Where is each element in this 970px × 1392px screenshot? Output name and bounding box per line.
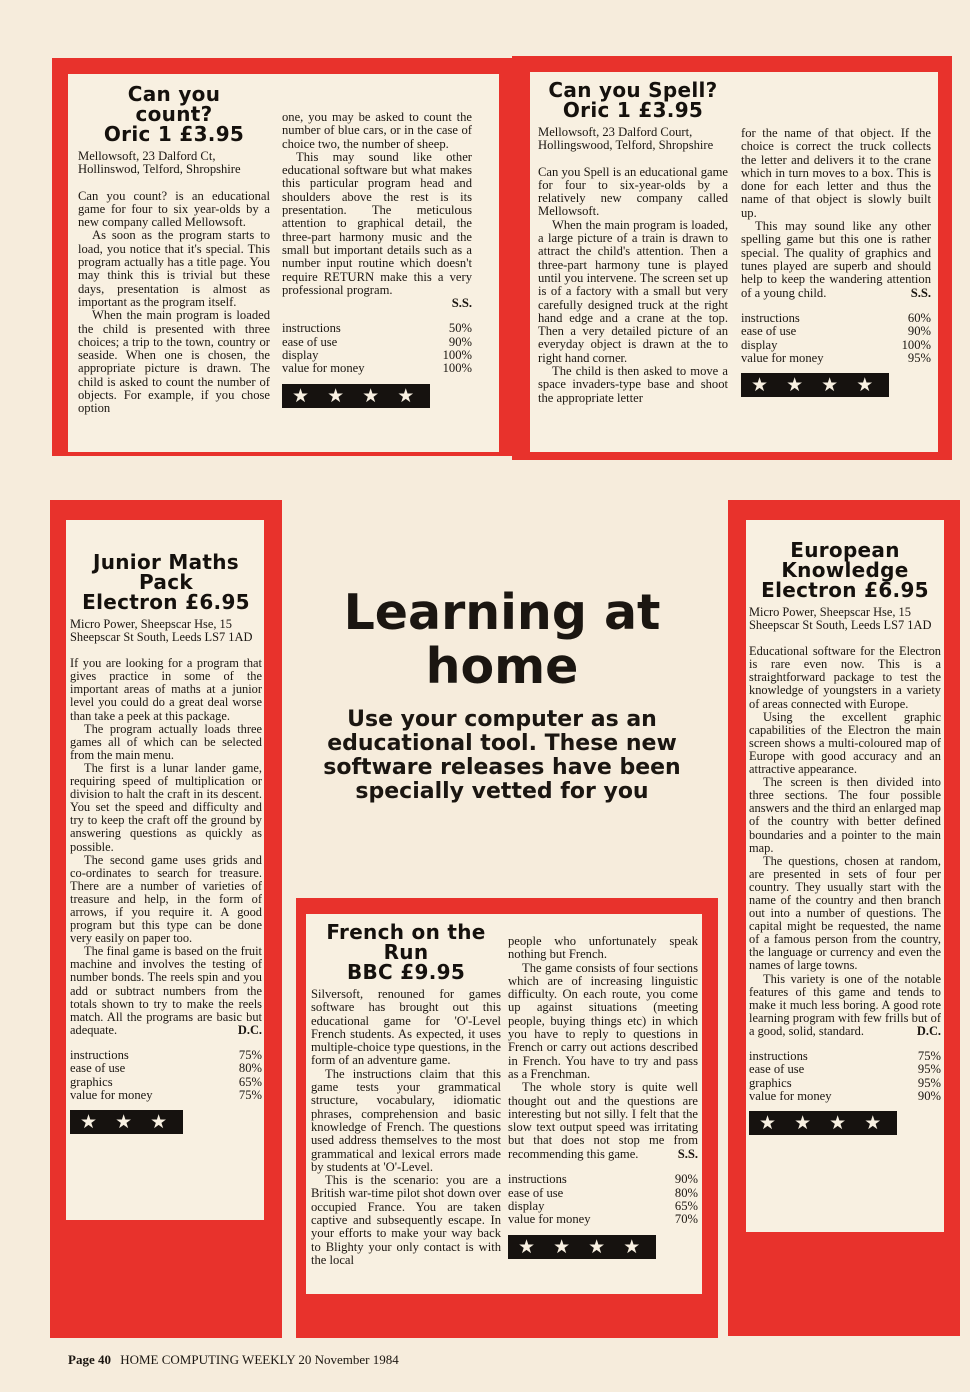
rating-label: ease of use: [749, 1062, 805, 1077]
maths-signature: D.C.: [237, 1022, 262, 1037]
spell-paragraph-1: Can you Spell is an educational game for four to six-year-olds by a relatively new company called Mellowsoft.: [538, 164, 728, 219]
ratings-row: [508, 1213, 698, 1226]
rating-label: ease of use: [70, 1061, 126, 1076]
feature-standfirst: Use your computer as an educational tool. These new software releases have been specially vetted for you: [323, 707, 681, 804]
spell-publisher: Mellowsoft, 23 Dalford Court, Hollingswood, Telford, Shropshire: [538, 125, 714, 153]
french-title-line3: BBC £9.95: [346, 960, 466, 984]
ratings-row: [749, 1090, 941, 1103]
europe-column: [749, 540, 941, 1135]
french-paragraph-5: The game consists of four sections which are of increasing linguistic difficulty. On each route, you come up against situations (meeting people, buying things etc) in which you have to reply to questions in French or carry out actions described in French. You have to try and pass as a Frenchman.: [508, 960, 698, 1081]
count-title: [78, 84, 270, 144]
french-paragraph-4: people who unfortunately speak nothing but French.: [508, 934, 698, 962]
europe-paragraph-5: This variety is one of the notable features of this game and tends to make it much less boring. A good rote learning program with few frills but of a good, solid, standard.: [749, 971, 941, 1038]
spell-signature: S.S.: [910, 285, 931, 300]
ratings-row: [508, 1173, 698, 1186]
ratings-row: [749, 1077, 941, 1090]
french-title-line1: French on the: [326, 920, 486, 944]
french-paragraph-2: The instructions claim that this game tests your grammatical structure, vocabulary, idiomatic phrases, comprehension and basic knowledge of French. The questions used address themselves to the most grammatical and lexical errors made by students at 'O'-Level.: [311, 1066, 501, 1174]
rating-value: 95%: [917, 1062, 941, 1077]
rating-label: display: [741, 337, 778, 352]
maths-ratings-table: [70, 1049, 262, 1102]
maths-paragraph-1: If you are looking for a program that gives practice in some of the important areas of maths at a junior level you could do a great deal worse than take a peek at this package.: [70, 656, 262, 723]
rating-value: 100%: [442, 348, 472, 363]
ratings-row: [508, 1200, 698, 1213]
spell-star-rating: ★ ★ ★ ★: [741, 373, 889, 397]
rating-label: value for money: [508, 1212, 591, 1227]
europe-title-line2: Knowledge: [781, 558, 909, 582]
rating-label: ease of use: [282, 334, 338, 349]
ratings-row: [741, 312, 931, 325]
rating-value: 80%: [238, 1061, 262, 1076]
count-title-line1: Can you: [127, 82, 221, 106]
rating-value: 95%: [917, 1075, 941, 1090]
count-paragraph-3: When the main program is loaded the child is presented with three choices; a trip to the town, country or seaside. When one is chosen, the appropriate picture is drawn. The child is asked to count the number of objects. For example, if you chose option: [78, 308, 270, 416]
maths-title-line1: Junior Maths: [92, 550, 240, 574]
ratings-row: [282, 349, 472, 362]
maths-title-line2: Pack: [139, 570, 193, 594]
rating-label: instructions: [282, 321, 341, 336]
rating-value: 80%: [674, 1185, 698, 1200]
rating-value: 90%: [448, 334, 472, 349]
ratings-row: [282, 336, 472, 349]
rating-value: 95%: [907, 351, 931, 366]
rating-value: 90%: [917, 1088, 941, 1103]
rating-label: value for money: [749, 1088, 832, 1103]
rating-value: 90%: [674, 1172, 698, 1187]
maths-paragraph-3: The first is a lunar lander game, requiring speed of multiplication or division to halt the craft in its descent. You set the speed and difficulty and try to keep the craft off the ground by answering questions as quickly as possible.: [70, 760, 262, 854]
europe-title-line1: European: [790, 538, 900, 562]
french-signature: S.S.: [677, 1147, 698, 1162]
maths-paragraph-2: The program actually loads three games all of which can be selected from the main menu.: [70, 721, 262, 762]
french-title-line2: Run: [383, 940, 429, 964]
rating-label: graphics: [70, 1074, 113, 1089]
ratings-row: [282, 322, 472, 335]
maths-title: [70, 552, 262, 612]
count-column-left: [78, 84, 270, 416]
rating-value: 75%: [238, 1087, 262, 1102]
spell-column-right: [741, 127, 931, 397]
spell-paragraph-4: for the name of that object. If the choice is correct the truck collects the letter and delivers it to the crane which in turn moves to a box. This is done for each letter and thus the name of that object is slowly built up.: [741, 126, 931, 220]
rating-label: display: [508, 1198, 545, 1213]
maths-publisher: Micro Power, Sheepscar Hse, 15 Sheepscar St South, Leeds LS7 1AD: [70, 617, 253, 645]
ratings-row: [749, 1050, 941, 1063]
maths-title-line3: Electron £6.95: [82, 590, 250, 614]
rating-label: value for money: [70, 1087, 153, 1102]
french-star-rating: ★ ★ ★ ★: [508, 1235, 656, 1259]
french-ratings-table: [508, 1173, 698, 1226]
ratings-row: [741, 352, 931, 365]
europe-paragraph-2: Using the excellent graphic capabilities of the Electron the main screen shows a multi-coloured map of Europe with good accuracy and an attractive appearance.: [749, 709, 941, 777]
rating-label: value for money: [741, 351, 824, 366]
maths-paragraph-5: The final game is based on the fruit machine and involves the testing of number bonds. The reels spin and you add or subtract numbers from the totals shown to try to make the reels match. All the programs are basic but adequate.: [70, 944, 262, 1037]
europe-title: [749, 540, 941, 600]
europe-title-line3: Electron £6.95: [761, 578, 929, 602]
europe-star-rating: ★ ★ ★ ★: [749, 1111, 897, 1135]
maths-star-rating: ★ ★ ★: [70, 1110, 183, 1134]
spell-paragraph-3: The child is then asked to move a space invaders-type base and shoot the appropriate letter: [538, 364, 728, 405]
french-column-left: [311, 922, 501, 1267]
rating-value: 70%: [674, 1212, 698, 1227]
rating-value: 65%: [238, 1074, 262, 1089]
spell-title: [538, 80, 728, 120]
europe-paragraph-1: Educational software for the Electron is rare even now. This is a straightforward package to test the knowledge of youngsters in a variety of areas connected with Europe.: [749, 644, 941, 711]
rating-value: 100%: [901, 337, 931, 352]
spell-title-line2: Oric 1 £3.95: [562, 98, 704, 122]
ratings-row: [508, 1187, 698, 1200]
ratings-row: [282, 362, 472, 375]
ratings-row: [70, 1076, 262, 1089]
rating-value: 50%: [448, 321, 472, 336]
page-footer: [68, 1352, 399, 1368]
europe-paragraph-4: The questions, chosen at random, are presented in sets of four per country. They usually start with the name of the country and then branch out into a number of questions. The capital might be requested, the name of a famous person from the country, the language or currency and even the names of large towns.: [749, 853, 941, 973]
rating-label: value for money: [282, 361, 365, 376]
ratings-row: [741, 339, 931, 352]
europe-ratings-table: [749, 1050, 941, 1103]
europe-signature: D.C.: [916, 1024, 941, 1038]
rating-value: 75%: [917, 1049, 941, 1064]
page-number: Page 40: [68, 1352, 111, 1367]
count-paragraph-5: This may sound like other educational software but what makes this particular program head and shoulders above the rest is its presentation. The meticulous attention to graphical detail, the three-part harmony music and the small but important details such as a number input routine which doesn't require RETURN make this a very professional program.: [282, 149, 472, 297]
feature-headline-line1: Learning at: [343, 584, 661, 641]
rating-label: instructions: [508, 1172, 567, 1187]
rating-label: ease of use: [508, 1185, 564, 1200]
rating-label: display: [282, 348, 319, 363]
rating-label: instructions: [70, 1048, 129, 1062]
count-paragraph-2: As soon as the program starts to load, you notice that it's special. This program actually has a title page. You may think this is trivial but these days, presentation is almost as important as the program itself.: [78, 228, 270, 309]
rating-value: 60%: [907, 311, 931, 326]
europe-paragraph-3: The screen is then divided into three sections. The four possible answers and the third an enlarged map of the country with better defined boundaries and a pointer to the main map.: [749, 775, 941, 855]
ratings-row: [741, 325, 931, 338]
french-paragraph-6: The whole story is quite well thought out and the questions are interesting but not silly. I felt that the slow text output speed was irritating but that does not stop me from recommending this game.: [508, 1080, 698, 1161]
french-paragraph-3: This is the scenario: you are a British war-time pilot shot down over occupied France. You are taken captive and subsequently escape. In your efforts to make your way back to Blighty your only contact is with the local: [311, 1173, 501, 1267]
rating-value: 100%: [442, 361, 472, 376]
count-title-line2: count?: [135, 102, 213, 126]
rating-label: instructions: [741, 311, 800, 326]
french-title: [311, 922, 501, 982]
rating-value: 65%: [674, 1198, 698, 1213]
count-paragraph-1: Can you count? is an educational game for four to six year-olds by a new company called Mellowsoft.: [78, 188, 270, 230]
count-publisher: Mellowsoft, 23 Dalford Ct, Hollinswod, Telford, Shropshire: [78, 149, 241, 177]
count-title-line3: Oric 1 £3.95: [103, 122, 245, 146]
count-column-right: [282, 111, 472, 408]
count-star-rating: ★ ★ ★ ★: [282, 384, 430, 408]
ratings-row: [70, 1089, 262, 1102]
french-column-right: [508, 935, 698, 1259]
rating-label: ease of use: [741, 324, 797, 339]
rating-label: instructions: [749, 1049, 808, 1064]
spell-ratings-table: [741, 312, 931, 365]
spell-paragraph-5: This may sound like any other spelling game but this one is rather special. The quality of graphics and tunes played are superb and should help to keep the wandering attention of a young child.: [741, 219, 931, 300]
ratings-row: [70, 1062, 262, 1075]
rating-value: 75%: [238, 1048, 262, 1062]
feature-headline-line2: home: [425, 638, 579, 695]
spell-title-line1: Can you Spell?: [548, 78, 718, 102]
ratings-row: [70, 1049, 262, 1062]
ratings-row: [749, 1063, 941, 1076]
french-paragraph-1: Silversoft, renouned for games software has brought out this educational game for 'O'-Level French students. As expected, it uses multiple-choice type questions, in the form of an adventure game.: [311, 987, 501, 1068]
count-signature: S.S.: [451, 296, 472, 311]
europe-publisher: Micro Power, Sheepscar Hse, 15 Sheepscar St South, Leeds LS7 1AD: [749, 605, 932, 633]
count-ratings-table: [282, 322, 472, 375]
magazine-title: HOME COMPUTING WEEKLY 20 November 1984: [120, 1352, 399, 1367]
feature-headline: [300, 586, 704, 694]
maths-column: [70, 552, 262, 1134]
count-paragraph-4: one, you may be asked to count the number of blue cars, or in the case of choice two, the number of sheep.: [282, 110, 472, 151]
maths-paragraph-4: The second game uses grids and co-ordinates to search for treasure. There are a number of varieties of treasure and help, in the form of arrows, if you require it. A good program but this type can be done very easily on paper too.: [70, 852, 262, 946]
spell-column-left: [538, 80, 728, 405]
rating-value: 90%: [907, 324, 931, 339]
rating-label: graphics: [749, 1075, 792, 1090]
spell-paragraph-2: When the main program is loaded, a large picture of a train is drawn to attract the child's attention. Then a three-part harmony tune is played until you intervene. The screen set up is of a factory with a small but very carefully designed truck at the right hand edge and a crane at the top. Then a very detailed picture of an everyday object is drawn at the to right hand corner.: [538, 217, 728, 365]
